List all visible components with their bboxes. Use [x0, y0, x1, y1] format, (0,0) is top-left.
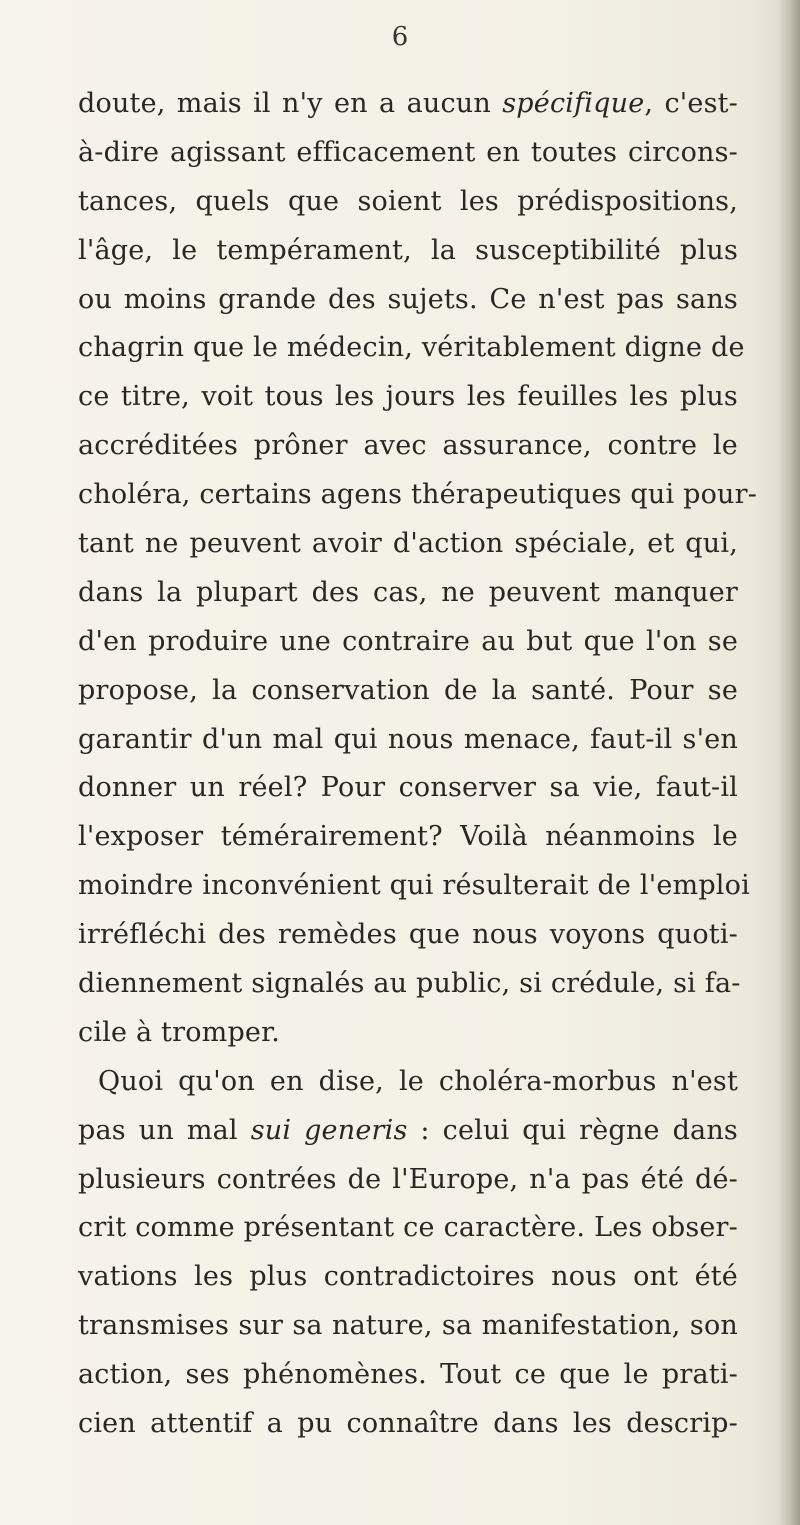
text-line: ou moins grande des sujets. Ce n'est pas sans: [78, 283, 738, 315]
text-line: diennement signalés au public, si crédule, si fa-: [78, 968, 741, 1000]
italic-term: sui generis: [250, 1114, 408, 1146]
text-line: chagrin que le médecin, véritablement digne de: [78, 332, 745, 364]
text-line: d'en produire une contraire au but que l'on se: [78, 625, 738, 657]
text-line: plusieurs contrées de l'Europe, n'a pas été dé-: [78, 1163, 738, 1195]
text-line: cile à tromper.: [78, 1016, 281, 1048]
text-line: cien attentif a pu connaître dans les descrip-: [78, 1408, 738, 1440]
text-line: tant ne peuvent avoir d'action spéciale, et qui,: [78, 528, 738, 560]
page-number: 6: [391, 22, 409, 52]
text-line: transmises sur sa nature, sa manifestation, son: [78, 1310, 738, 1342]
italic-term: spécifique: [502, 88, 645, 119]
text-line: propose, la conservation de la santé. Pour se: [78, 674, 738, 706]
body-text: [78, 80, 758, 1449]
text-line: moindre inconvénient qui résulterait de l'emploi: [78, 870, 750, 902]
text-line: accréditées prôner avec assurance, contre le: [78, 430, 738, 462]
text-line: ce titre, voit tous les jours les feuilles les plus: [78, 381, 738, 413]
text-line: pas un mal sui generis : celui qui règne dans: [78, 1114, 738, 1146]
text-line: action, ses phénomènes. Tout ce que le prati-: [78, 1359, 738, 1391]
text-line: choléra, certains agens thérapeutiques qui pour-: [78, 479, 758, 511]
text-line: l'exposer témérairement? Voilà néanmoins le: [78, 821, 738, 853]
text-line: donner un réel? Pour conserver sa vie, faut-il: [78, 772, 738, 804]
text-line: doute, mais il n'y en a aucun spécifique, c'est-: [78, 88, 738, 119]
text-line: à-dire agissant efficacement en toutes circons-: [78, 136, 738, 168]
text-line: tances, quels que soient les prédispositions,: [78, 185, 738, 217]
text-line: Quoi qu'on en dise, le choléra-morbus n'est: [98, 1065, 738, 1097]
text-line: l'âge, le tempérament, la susceptibilité plus: [78, 234, 738, 266]
text-line: crit comme présentant ce caractère. Les obser-: [78, 1212, 738, 1244]
text-line: dans la plupart des cas, ne peuvent manquer: [78, 576, 738, 608]
text-line: garantir d'un mal qui nous menace, faut-il s'en: [78, 723, 738, 755]
text-line: vations les plus contradictoires nous ont été: [78, 1261, 738, 1293]
text-line: irréfléchi des remèdes que nous voyons quoti-: [78, 919, 738, 951]
page-edge-shadow: [778, 0, 800, 1525]
